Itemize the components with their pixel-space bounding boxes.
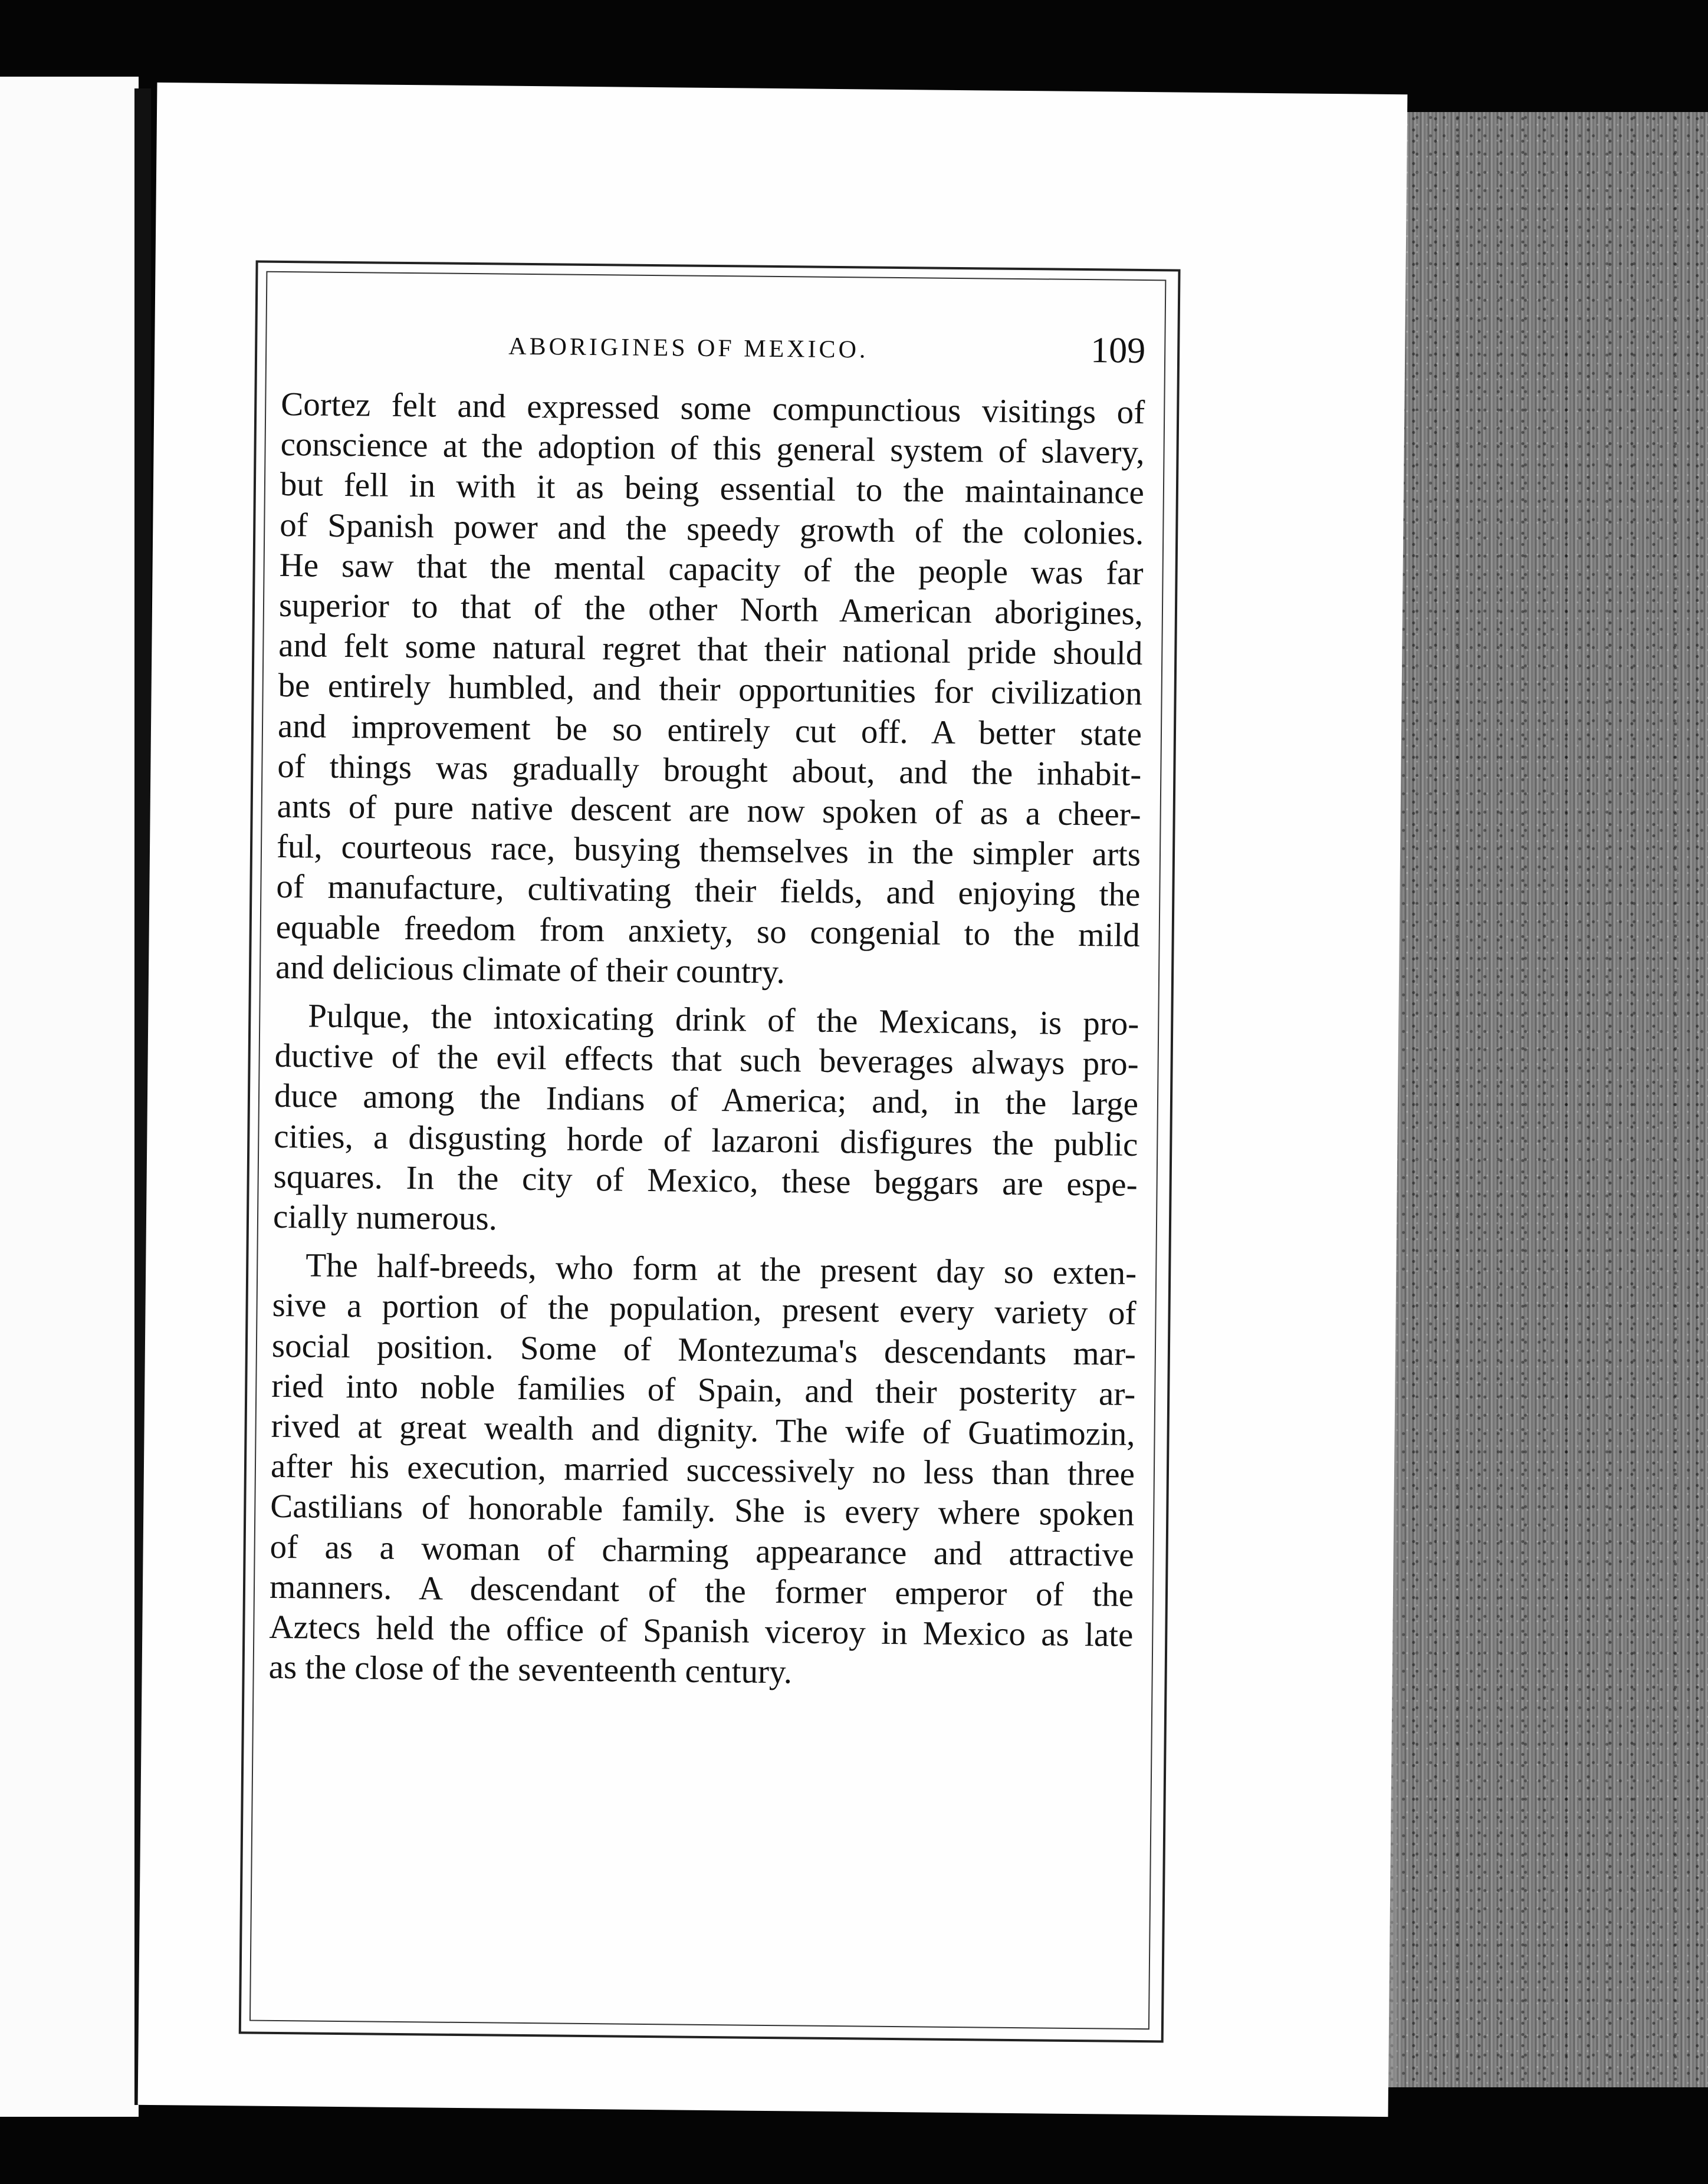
text-line: squares. In the city of Mexico, these beggars are espe- [273, 1157, 1138, 1203]
page-number: 109 [1090, 330, 1146, 371]
text-line: manners. A descendant of the former emperor of the [269, 1568, 1134, 1614]
text-line: and felt some natural regret that their national pride should [278, 627, 1143, 673]
text-line: ants of pure native descent are now spoken of as a cheer- [277, 787, 1141, 834]
running-head [278, 320, 1146, 381]
text-line: and delicious climate of their country. [275, 948, 786, 991]
body-text [268, 384, 1145, 1704]
text-line: superior to that of the other North American aborigines, [278, 586, 1144, 633]
text-line: Castilians of honorable family. She is every where spoken [270, 1488, 1135, 1534]
text-line: social position. Some of Montezuma's descendants mar- [271, 1327, 1137, 1373]
text-line: equable freedom from anxiety, so congenial to the mild [275, 908, 1141, 954]
text-line: cities, a disgusting horde of lazaroni disfigures the public [274, 1117, 1138, 1163]
text-line: as the close of the seventeenth century. [268, 1649, 793, 1691]
facing-page-edge [0, 77, 139, 2117]
text-line: but fell in with it as being essential to the maintainance [280, 466, 1145, 512]
text-line: Cortez felt and expressed some compunctious visitings of [280, 385, 1145, 432]
text-line: after his execution, married successively no less than three [270, 1448, 1135, 1494]
text-line: rived at great wealth and dignity. The wife of Guatimozin, [271, 1407, 1135, 1453]
text-line: of things was gradually brought about, and the inhabit- [277, 747, 1142, 793]
text-line: sive a portion of the population, present every variety of [272, 1287, 1137, 1333]
text-line: ried into noble families of Spain, and their posterity ar- [271, 1367, 1136, 1413]
paragraph-1 [275, 384, 1145, 996]
text-line: be entirely humbled, and their opportunities for civilization [278, 667, 1142, 713]
paragraph-2 [273, 996, 1139, 1245]
text-line: cially numerous. [272, 1198, 498, 1238]
book-page [138, 83, 1408, 2117]
text-line: duce among the Indians of America; and, in the large [274, 1077, 1139, 1123]
text-line: Aztecs held the office of Spanish viceroy in Mexico as late [269, 1608, 1134, 1655]
text-line: Pulque, the intoxicating drink of the Mexicans, is pro- [308, 997, 1139, 1043]
text-line: of Spanish power and the speedy growth of the colonies. [280, 506, 1144, 552]
text-line: The half-breeds, who form at the present day so exten- [305, 1246, 1137, 1292]
running-head-title: ABORIGINES OF MEXICO. [508, 333, 869, 364]
text-line: ful, courteous race, busying themselves in the simpler arts [276, 828, 1141, 874]
text-line: He saw that the mental capacity of the people was far [279, 546, 1144, 592]
text-line: of as a woman of charming appearance and attractive [270, 1528, 1134, 1574]
text-line: ductive of the evil effects that such beverages always pro- [274, 1037, 1139, 1083]
paragraph-3 [268, 1245, 1137, 1696]
text-line: conscience at the adoption of this general system of slavery, [280, 426, 1145, 472]
text-line: of manufacture, cultivating their fields, and enjoying the [276, 868, 1141, 914]
text-line: and improvement be so entirely cut off. A better state [277, 707, 1142, 753]
